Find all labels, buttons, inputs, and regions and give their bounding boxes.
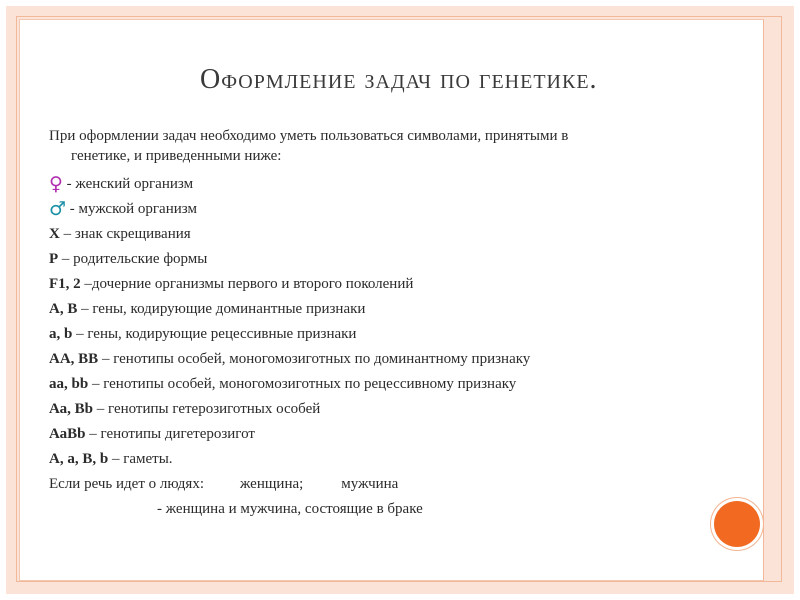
list-item-text: – гены, кодирующие рецессивные признаки xyxy=(72,326,357,342)
female-symbol-row xyxy=(49,174,729,199)
list-item-text: – генотипы дигетерозигот xyxy=(85,426,255,442)
list-item xyxy=(49,299,729,324)
slide-body xyxy=(49,126,729,524)
intro-paragraph xyxy=(49,126,729,174)
list-item xyxy=(49,274,729,299)
list-item-key: А, В xyxy=(49,301,78,317)
couple-text: - женщина и мужчина, состоящие в браке xyxy=(157,501,423,517)
slide-title: Оформление задач по генетике. xyxy=(200,64,598,95)
intro-line-1: При оформлении задач необходимо уметь пользоваться символами, принятыми в xyxy=(49,128,569,144)
list-item-text: –дочерние организмы первого и второго поколений xyxy=(80,276,414,292)
list-item-key: Аа, Вb xyxy=(49,401,93,417)
list-item-key: X xyxy=(49,226,60,242)
people-prefix: Если речь идет о людях: xyxy=(49,476,205,492)
couple-row xyxy=(49,499,729,524)
list-item-key: F1, 2 xyxy=(49,276,81,292)
list-item-text: – генотипы особей, моногомозиготных по доминантному признаку xyxy=(98,351,531,367)
list-item xyxy=(49,374,729,399)
people-woman: женщина; xyxy=(240,476,304,492)
male-symbol-row xyxy=(49,199,729,224)
female-symbol-icon: ♀ xyxy=(49,173,63,195)
list-item-key: А, а, В, b xyxy=(49,451,109,467)
list-item-key: АаBb xyxy=(49,426,86,442)
list-item-text: – генотипы особей, моногомозиготных по рецессивному признаку xyxy=(88,376,517,392)
people-man: мужчина xyxy=(341,476,399,492)
list-item-text: – родительские формы xyxy=(58,251,208,267)
list-item-text: – гаметы. xyxy=(108,451,173,467)
male-symbol-icon: ♂ xyxy=(49,198,67,220)
male-symbol-text: - мужской организм xyxy=(66,201,197,217)
list-item xyxy=(49,399,729,424)
list-item-key: аа, bb xyxy=(49,376,89,392)
list-item-key: АА, ВВ xyxy=(49,351,99,367)
list-item xyxy=(49,224,729,249)
list-item-text: – гены, кодирующие доминантные признаки xyxy=(77,301,366,317)
list-item xyxy=(49,249,729,274)
list-item xyxy=(49,324,729,349)
list-item xyxy=(49,449,729,474)
list-item xyxy=(49,424,729,449)
list-item-text: – знак скрещивания xyxy=(59,226,191,242)
list-item xyxy=(49,349,729,374)
list-item-text: – генотипы гетерозиготных особей xyxy=(92,401,321,417)
female-symbol-text: - женский организм xyxy=(62,176,194,192)
list-item-key: P xyxy=(49,251,59,267)
intro-line-2: генетике, и приведенными ниже: xyxy=(71,148,282,164)
list-item-key: а, b xyxy=(49,326,73,342)
people-row xyxy=(49,474,729,499)
right-decorative-band xyxy=(763,19,780,581)
